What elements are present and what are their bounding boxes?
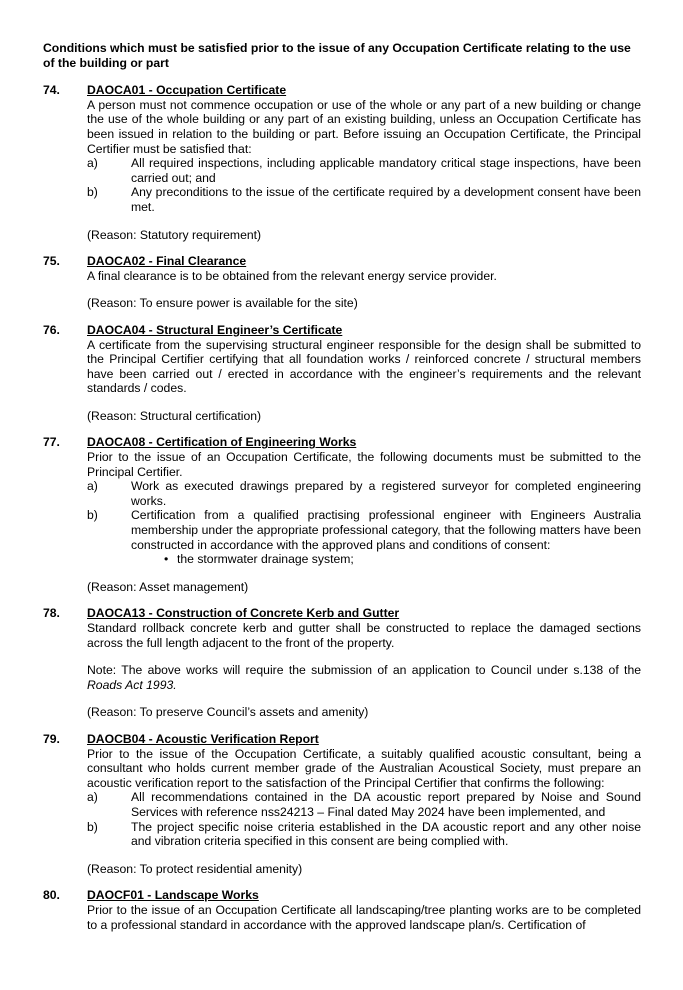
- condition-reason: (Reason: Asset management): [87, 579, 249, 594]
- condition-reason: (Reason: To preserve Council’s assets and amenity): [87, 705, 369, 720]
- condition-reason: (Reason: To protect residential amenity): [87, 861, 303, 876]
- condition-text: Standard rollback concrete kerb and gutter shall be constructed to replace the damaged sections across the full length adjacent to the front of the property.: [87, 621, 641, 650]
- condition-title: DAOCA04 - Structural Engineer’s Certificate: [87, 322, 343, 337]
- condition-75: [43, 254, 641, 311]
- condition-77: [43, 435, 641, 594]
- list-item: a) All recommendations contained in the DA acoustic report prepared by Noise and Sound Services with reference nss24213 – Final dated May 2024 have been implemented, and: [87, 790, 641, 819]
- condition-text: Prior to the issue of an Occupation Certificate all landscaping/tree planting works are to be completed to a professional standard in accordance with the approved landscape plan/s. Certification of: [87, 902, 641, 932]
- condition-number: 78.: [43, 606, 60, 621]
- condition-reason: (Reason: Structural certification): [87, 408, 262, 423]
- condition-79: [43, 732, 641, 876]
- condition-text: A final clearance is to be obtained from the relevant energy service provider.: [87, 268, 497, 283]
- condition-text: A certificate from the supervising structural engineer responsible for the design shall be submitted to the Principal Certifier certifying that all foundation works / reinforced concrete / structural members have been carried out / erected in accordance with the engineer’s requirements and the relevant standards / codes.: [87, 337, 641, 396]
- condition-text: Prior to the issue of the Occupation Certificate, a suitably qualified acoustic consultant, being a consultant who holds current member grade of the Australian Acoustical Society, must prepare an acoustic verification report to the satisfaction of the Principal Certifier that confirms the following:: [87, 746, 641, 790]
- condition-number: 79.: [43, 731, 60, 746]
- list-item: a) Work as executed drawings prepared by a registered surveyor for completed engineering works.: [87, 479, 641, 508]
- condition-text: A person must not commence occupation or use of the whole or any part of a new building or change the use of the whole building or any part of an existing building, unless an Occupation Certificate has been issued in relation to the building or part. Before issuing an Occupation Certificate, the Principal Certifier must be satisfied that:: [87, 97, 641, 156]
- list-item: b) Any preconditions to the issue of the certificate required by a development consent have been met.: [87, 185, 641, 214]
- list-item: b) Certification from a qualified practising professional engineer with Engineers Australia membership under the appropriate professional category, that the following matters have been constructed in accordance with the approved plans and conditions of consent:: [87, 508, 641, 552]
- bullet-icon: •: [164, 552, 169, 567]
- condition-76: [43, 323, 641, 424]
- condition-title: DAOCA13 - Construction of Concrete Kerb and Gutter: [87, 606, 400, 621]
- section-heading: Conditions which must be satisfied prior to the issue of any Occupation Certificate relating to the use of the building or part: [43, 41, 631, 70]
- condition-74: [43, 83, 641, 242]
- condition-reason: (Reason: Statutory requirement): [87, 227, 262, 242]
- condition-number: 76.: [43, 322, 60, 337]
- list-item: a) All required inspections, including applicable mandatory critical stage inspections, have been carried out; and: [87, 156, 641, 185]
- condition-title: DAOCA01 - Occupation Certificate: [87, 83, 287, 98]
- condition-reason: (Reason: To ensure power is available for the site): [87, 296, 358, 311]
- condition-number: 77.: [43, 435, 60, 450]
- condition-78: [43, 606, 641, 720]
- condition-number: 80.: [43, 888, 60, 903]
- condition-title: DAOCF01 - Landscape Works: [87, 888, 259, 903]
- condition-title: DAOCA08 - Certification of Engineering Works: [87, 435, 357, 450]
- condition-title: DAOCA02 - Final Clearance: [87, 254, 247, 269]
- condition-number: 74.: [43, 83, 60, 98]
- condition-text: Prior to the issue of an Occupation Certificate, the following documents must be submitted to the Principal Certifier.: [87, 450, 641, 479]
- condition-note: Note: The above works will require the submission of an application to Council under s.138 of the Roads Act 1993.: [87, 663, 641, 692]
- condition-number: 75.: [43, 254, 60, 269]
- condition-80: [43, 888, 641, 932]
- bullet-item: • the stormwater drainage system;: [164, 552, 354, 567]
- condition-title: DAOCB04 - Acoustic Verification Report: [87, 731, 319, 746]
- list-item: b) The project specific noise criteria established in the DA acoustic report and any other noise and vibration criteria specified in this consent are being complied with.: [87, 819, 641, 849]
